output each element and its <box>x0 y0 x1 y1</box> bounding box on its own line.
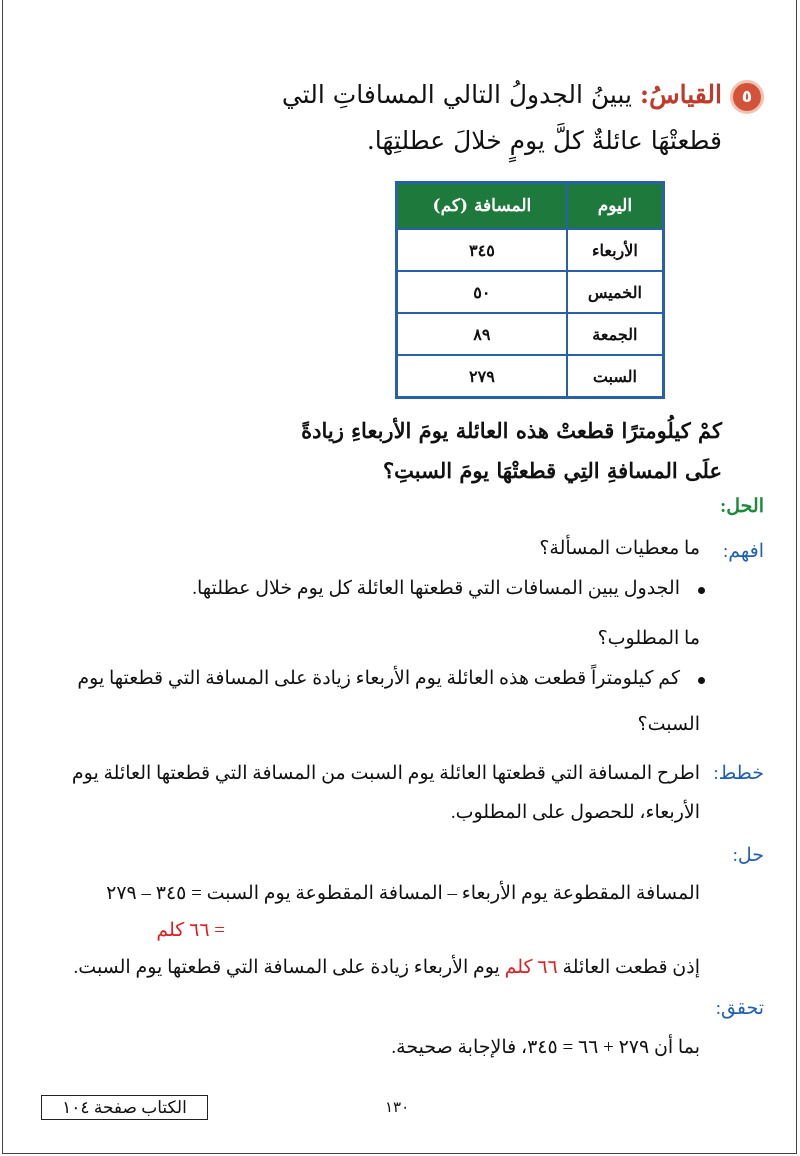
day-cell: الجمعة <box>567 313 664 355</box>
check-label: تحقق: <box>715 998 764 1019</box>
plan-line-2: الأربعاء، للحصول على المطلوب. <box>450 802 700 823</box>
question-number-badge: ٥ <box>730 80 764 114</box>
conclusion-pre: إذن قطعت العائلة <box>562 957 700 978</box>
understand-label: افهم: <box>722 541 764 562</box>
understand-question: ما معطيات المسألة؟ <box>539 538 700 559</box>
page-number: ١٣٠ <box>385 1100 410 1116</box>
plan-line-1: اطرح المسافة التي قطعتها العائلة يوم السبت من المسافة التي قطعتها العائلة يوم <box>71 763 700 784</box>
day-cell: السبت <box>567 355 664 398</box>
prompt-line-2: علَى المسافةِ التِي قطعتْهَا يومَ السبتِ؟ <box>383 458 722 483</box>
prompt-line-1: كمْ كيلُومترًا قطعتْ هذه العائلة يومَ الأربعاءِ زيادةً <box>301 418 722 443</box>
conclusion-value: ٦٦ كلم <box>504 957 558 978</box>
plan-label: خطط: <box>713 763 764 784</box>
distance-cell: ٨٩ <box>397 313 567 355</box>
required-question: ما المطلوب؟ <box>597 628 700 649</box>
question-line-2: قطعتْهَا عائلةٌ كلَّ يومٍ خلالَ عطلتِهَا. <box>366 126 722 155</box>
distance-table <box>395 181 665 399</box>
required-line-2: السبت؟ <box>637 714 700 735</box>
table-row <box>397 229 664 271</box>
solve-label: حل: <box>732 845 764 866</box>
header-distance: المسافة (كم) <box>397 183 567 230</box>
conclusion-line <box>74 956 700 979</box>
question-line-1 <box>282 80 722 109</box>
table-row <box>397 271 664 313</box>
bullet-icon <box>698 677 705 684</box>
book-page-reference: الكتاب صفحة ١٠٤ <box>41 1095 208 1120</box>
day-cell: الخميس <box>567 271 664 313</box>
bullet-icon <box>698 587 705 594</box>
day-cell: الأربعاء <box>567 229 664 271</box>
header-day: اليوم <box>567 183 664 230</box>
distance-cell: ٣٤٥ <box>397 229 567 271</box>
required-line-1: كم كيلومتراً قطعت هذه العائلة يوم الأربعاء زيادة على المسافة التي قطعتها يوم <box>77 668 680 689</box>
conclusion-post: يوم الأربعاء زيادة على المسافة التي قطعتها يوم السبت. <box>73 957 500 978</box>
given-text: الجدول يبين المسافات التي قطعتها العائلة كل يوم خلال عطلتها. <box>192 578 680 599</box>
distance-cell: ٢٧٩ <box>397 355 567 398</box>
question-topic: القياسُ: <box>639 80 722 109</box>
check-line: بما أن ٢٧٩ + ٦٦ = ٣٤٥، فالإجابة صحيحة. <box>391 1037 700 1058</box>
equation-result: = ٦٦ كلم <box>156 920 225 941</box>
table-row <box>397 313 664 355</box>
equation-line: المسافة المقطوعة يوم الأربعاء – المسافة المقطوعة يوم السبت = ٣٤٥ – ٢٧٩ <box>106 883 700 904</box>
table-row <box>397 355 664 398</box>
distance-cell: ٥٠ <box>397 271 567 313</box>
solution-heading: الحل: <box>719 496 764 517</box>
question-text-1: يبينُ الجدولُ التالي المسافاتِ التي <box>281 80 632 109</box>
